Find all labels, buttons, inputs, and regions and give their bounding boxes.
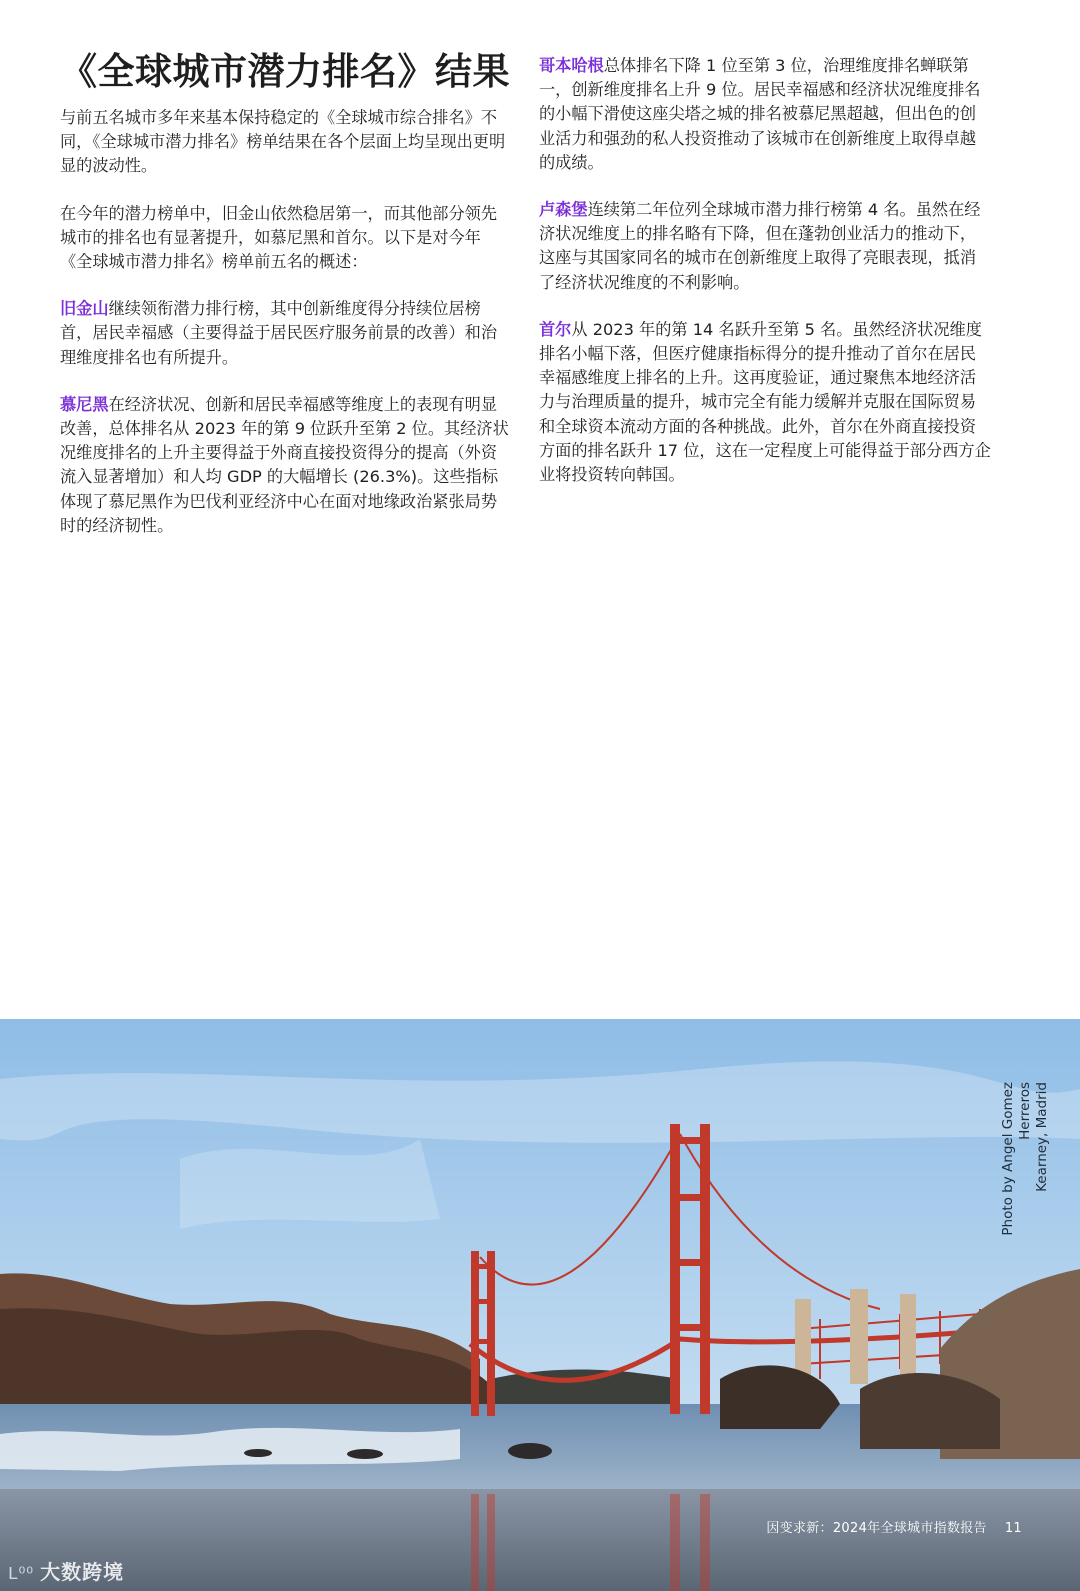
city-name-san-francisco: 旧金山 bbox=[60, 299, 109, 319]
copenhagen-paragraph bbox=[539, 54, 991, 175]
page-title: 《全球城市潜力排名》结果 bbox=[60, 50, 510, 93]
city-name-luxembourg: 卢森堡 bbox=[539, 200, 588, 220]
watermark bbox=[8, 1556, 124, 1585]
watermark-text: 大数跨境 bbox=[40, 1560, 125, 1584]
copenhagen-text: 总体排名下降 1 位至第 3 位，治理维度排名蝉联第一，创新维度排名上升 9 位。居民幸福感和经济状况维度排名的小幅下滑使这座尖塔之城的排名被慕尼黑超越，但出色的创业活力和强劲的私人投资推动了该城市在创新维度上取得卓越的成绩。 bbox=[539, 56, 981, 172]
photo-credit-line-2: Kearney, Madrid bbox=[1034, 1082, 1050, 1192]
bridge-illustration bbox=[0, 1019, 1080, 1591]
munich-text: 在经济状况、创新和居民幸福感等维度上的表现有明显改善，总体排名从 2023 年的第 9 位跃升至第 2 位。其经济状况维度排名的上升主要得益于外商直接投资得分的提高（外资流入显著增加）和人均 GDP 的大幅增长 (26.3%)。这些指标体现了慕尼黑作为巴伐利亚经济中心在面对地缘政治紧张局势时的经济韧性。 bbox=[60, 394, 509, 535]
seoul-text: 从 2023 年的第 14 名跃升至第 5 名。虽然经济状况维度排名小幅下落，但医疗健康指标得分的提升推动了首尔在居民幸福感维度上排名的上升。这再度验证，通过聚焦本地经济活力与治理质量的提升，城市完全有能力缓解并克服在国际贸易和全球资本流动方面的各种挑战。此外，首尔在外商直接投资方面的排名跃升 17 位，这在一定程度上可能得益于部分西方企业将投资转向韩国。 bbox=[539, 319, 991, 485]
intro-paragraph-2: 在今年的潜力榜单中，旧金山依然稳居第一，而其他部分领先城市的排名也有显著提升，如慕尼黑和首尔。以下是对今年《全球城市潜力排名》榜单前五名的概述： bbox=[60, 203, 498, 272]
san-francisco-paragraph bbox=[60, 297, 512, 370]
intro-paragraph-1: 与前五名城市多年来基本保持稳定的《全球城市综合排名》不同，《全球城市潜力排名》榜单结果在各个层面上均呈现出更明显的波动性。 bbox=[60, 108, 506, 176]
golden-gate-bridge-photo bbox=[0, 1019, 1080, 1591]
city-name-copenhagen: 哥本哈根 bbox=[539, 56, 604, 75]
right-column bbox=[539, 54, 991, 510]
watermark-logo-icon: ᒪ⁰⁰ bbox=[8, 1564, 35, 1584]
page-footer bbox=[766, 1517, 1022, 1536]
luxembourg-paragraph bbox=[539, 198, 991, 295]
left-column bbox=[60, 46, 512, 561]
photo-credit-line-1: Photo by Angel Gomez Herreros bbox=[1000, 1082, 1033, 1236]
city-name-munich: 慕尼黑 bbox=[60, 394, 109, 414]
san-francisco-text: 继续领衔潜力排行榜，其中创新维度得分持续位居榜首，居民幸福感（主要得益于居民医疗服务前景的改善）和治理维度排名也有所提升。 bbox=[60, 299, 498, 367]
page-number: 11 bbox=[1004, 1521, 1022, 1536]
munich-paragraph bbox=[60, 393, 512, 538]
luxembourg-text: 连续第二年位列全球城市潜力排行榜第 4 名。虽然在经济状况维度上的排名略有下降，但在蓬勃创业活力的推动下，这座与其国家同名的城市在创新维度上取得了亮眼表现，抵消了经济状况维度的不利影响。 bbox=[539, 200, 981, 292]
report-title: 因变求新：2024年全球城市指数报告 bbox=[766, 1521, 987, 1536]
seoul-paragraph bbox=[539, 318, 991, 487]
photo-credit bbox=[1000, 1082, 1050, 1292]
city-name-seoul: 首尔 bbox=[539, 319, 572, 339]
